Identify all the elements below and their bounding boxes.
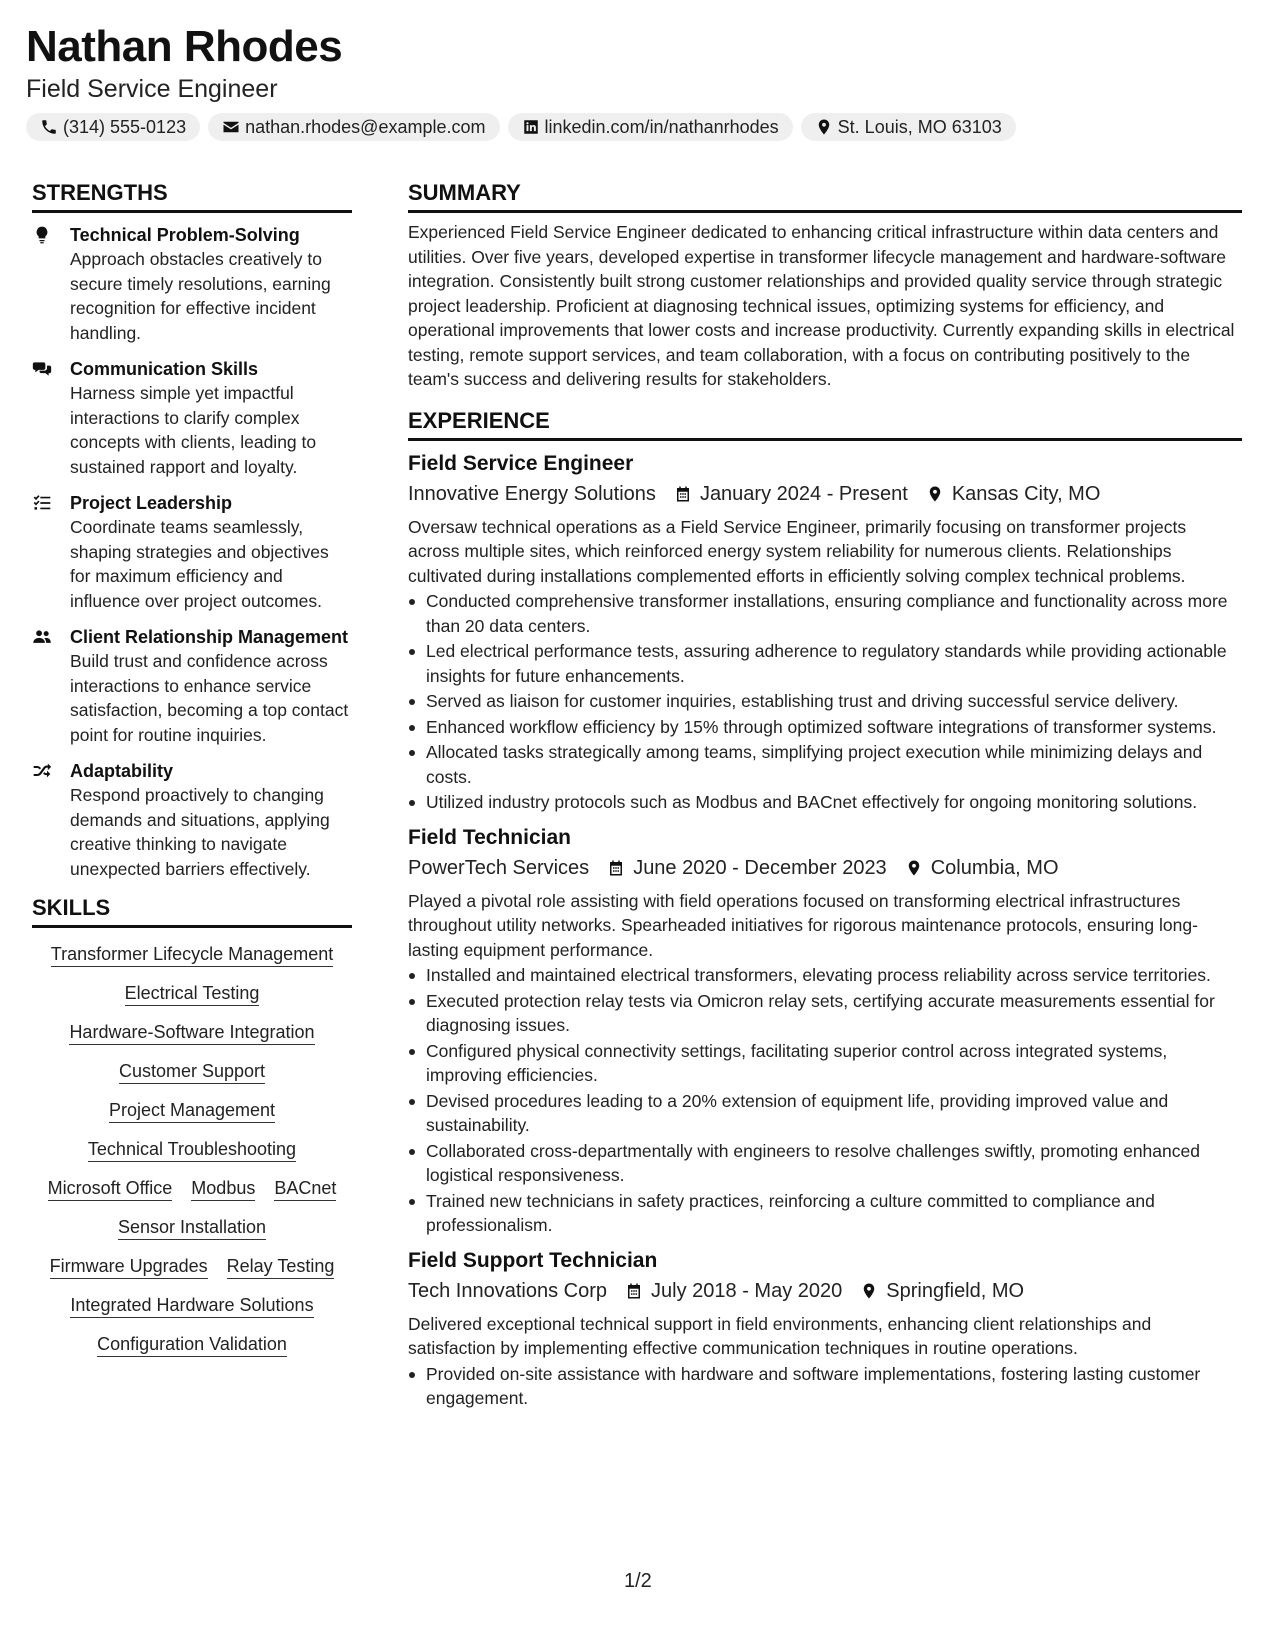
skill-tag: Firmware Upgrades [50,1256,208,1279]
linkedin-icon [522,118,540,136]
strength-title: Adaptability [70,761,174,781]
lightbulb-icon [32,225,52,245]
skill-tag: Relay Testing [227,1256,335,1279]
summary-text: Experienced Field Service Engineer dedicated to enhancing critical infrastructure within data centers and utilities. Over five years, developed expertise in transformer lifecycle management and hardware-software integration. Consistently built strong customer relationships and provided quality service through strategic project leadership. Proficient at diagnosing technical issues, optimizing systems for efficiency, and operational improvements that lower costs and increase productivity. Currently expanding skills in electrical testing, remote support services, and team collaboration, with a focus on contributing positively to the team's success and delivering results for stakeholders. [408,222,1235,389]
job-bullet: Led electrical performance tests, assuring adherence to regulatory standards while providing actionable insights for future enhancements. [408,639,1242,688]
job-title: Field Support Technician [408,1248,658,1272]
job-bullet: Trained new technicians in safety practices, reinforcing a culture committed to compliance and professionalism. [408,1189,1242,1238]
job-entry [408,449,1242,815]
envelope-icon [222,118,240,136]
job-location: Kansas City, MO [951,482,1101,505]
job-bullets [408,963,1242,1238]
job-description: Played a pivotal role assisting with field operations focused on transforming electrical infrastructures throughout utility networks. Spearheaded initiatives for rigorous maintenance protocols, ensuring long-lasting equipment performance. [408,890,1198,960]
contact-bar [26,113,1256,141]
job-bullet: Configured physical connectivity settings, facilitating superior control across integrated systems, improving efficiencies. [408,1039,1242,1088]
shuffle-icon [32,761,52,781]
strength-item [32,759,352,881]
strength-text: Build trust and confidence across interactions to enhance service satisfaction, becoming a top contact point for routine inquiries. [70,651,349,745]
job-dates: January 2024 - Present [699,482,908,505]
map-pin-icon [926,485,944,503]
map-pin-icon [905,859,923,877]
skill-tag: Customer Support [119,1061,265,1084]
job-dates: June 2020 - December 2023 [633,856,887,879]
calendar-icon [607,859,625,877]
strengths-heading: STRENGTHS [32,178,352,213]
job-bullet: Allocated tasks strategically among teams, simplifying project execution while minimizing delays and costs. [408,740,1242,789]
job-bullet: Devised procedures leading to a 20% extension of equipment life, providing improved value and sustainability. [408,1089,1242,1138]
skill-tag: Modbus [191,1178,255,1201]
skill-tag: Microsoft Office [48,1178,173,1201]
strength-item [32,625,352,747]
job-location: Springfield, MO [886,1279,1025,1302]
skill-tag: BACnet [274,1178,336,1201]
phone-text: (314) 555-0123 [63,116,187,137]
job-meta [408,853,1242,883]
strength-item [32,357,352,479]
strength-item [32,223,352,345]
job-bullet: Utilized industry protocols such as Modbus and BACnet effectively for ongoing monitoring solutions. [408,790,1242,815]
skills-section [32,893,352,1356]
skills-list [32,942,352,1356]
strength-item [32,491,352,613]
linkedin-text: linkedin.com/in/nathanrhodes [544,116,779,137]
calendar-icon [674,485,692,503]
right-column [408,178,1242,1412]
strength-text: Approach obstacles creatively to secure timely resolutions, earning recognition for effective incident handling. [70,249,331,343]
strength-title: Communication Skills [70,359,259,379]
job-title: Field Service Engineer [408,451,634,475]
list-check-icon [32,493,52,513]
job-bullet: Executed protection relay tests via Omicron relay sets, certifying accurate measurements essential for diagnosing issues. [408,989,1242,1038]
map-pin-icon [860,1282,878,1300]
job-bullet: Collaborated cross-departmentally with engineers to resolve challenges swiftly, promoting enhanced logistical responsiveness. [408,1139,1242,1188]
candidate-title: Field Service Engineer [26,75,278,103]
skill-tag: Electrical Testing [125,983,260,1006]
job-meta [408,1276,1242,1306]
job-bullet: Installed and maintained electrical transformers, elevating process reliability across service territories. [408,963,1242,988]
comments-icon [32,359,52,379]
strength-title: Project Leadership [70,493,233,513]
job-location: Columbia, MO [930,856,1059,879]
job-entry [408,823,1242,1238]
job-company: Tech Innovations Corp [408,1279,608,1302]
job-bullets [408,1362,1242,1411]
skill-tag: Project Management [109,1100,275,1123]
skill-tag: Integrated Hardware Solutions [70,1295,313,1318]
strengths-list [32,223,352,881]
skill-tag: Technical Troubleshooting [88,1139,296,1162]
email-chip[interactable] [208,113,499,141]
page-indicator: 1/2 [624,1570,652,1592]
experience-heading: EXPERIENCE [408,406,1242,441]
left-column [32,178,352,1356]
strength-text: Respond proactively to changing demands and situations, applying creative thinking to navigate unexpected barriers effectively. [70,785,330,879]
phone-icon [40,118,58,136]
job-entry [408,1246,1242,1411]
job-bullet: Served as liaison for customer inquiries, establishing trust and driving successful service delivery. [408,689,1242,714]
map-pin-icon [815,118,833,136]
candidate-name: Nathan Rhodes [26,22,343,71]
strength-text: Coordinate teams seamlessly, shaping strategies and objectives for maximum efficiency and influence over project outcomes. [70,517,329,611]
email-text: nathan.rhodes@example.com [245,116,486,137]
linkedin-chip[interactable] [508,113,793,141]
skill-tag: Hardware-Software Integration [69,1022,314,1045]
phone-chip[interactable] [26,113,200,141]
skill-tag: Sensor Installation [118,1217,266,1240]
job-meta [408,479,1242,509]
job-description: Delivered exceptional technical support in field environments, enhancing client relationships and satisfaction by implementing effective communication techniques in routine operations. [408,1313,1152,1358]
job-bullets [408,589,1242,815]
skill-tag: Configuration Validation [97,1334,287,1357]
skills-heading: SKILLS [32,893,352,928]
job-company: PowerTech Services [408,856,590,879]
users-icon [32,627,52,647]
job-bullet: Provided on-site assistance with hardware and software implementations, fostering lasting customer engagement. [408,1362,1242,1411]
calendar-icon [625,1282,643,1300]
job-company: Innovative Energy Solutions [408,482,656,505]
resume-header [26,20,1256,141]
skill-tag: Transformer Lifecycle Management [51,944,333,967]
experience-section [408,406,1242,1411]
job-title: Field Technician [408,825,571,849]
strength-title: Client Relationship Management [70,627,349,647]
job-description: Oversaw technical operations as a Field Service Engineer, primarily focusing on transformer projects across multiple sites, which reinforced energy system reliability for numerous clients. Relationships cultivated during installations complemented efforts in efficiently solving complex technical problems. [408,516,1187,586]
strength-title: Technical Problem-Solving [70,225,300,245]
location-text: St. Louis, MO 63103 [837,116,1002,137]
strength-text: Harness simple yet impactful interactions to clarify complex concepts with clients, leading to sustained rapport and loyalty. [70,383,317,477]
location-chip [801,113,1016,141]
summary-heading: SUMMARY [408,178,1242,213]
job-bullet: Conducted comprehensive transformer installations, ensuring compliance and functionality across more than 20 data centers. [408,589,1242,638]
job-bullet: Enhanced workflow efficiency by 15% through optimized software integrations of transformer systems. [408,715,1242,740]
job-dates: July 2018 - May 2020 [651,1279,843,1302]
